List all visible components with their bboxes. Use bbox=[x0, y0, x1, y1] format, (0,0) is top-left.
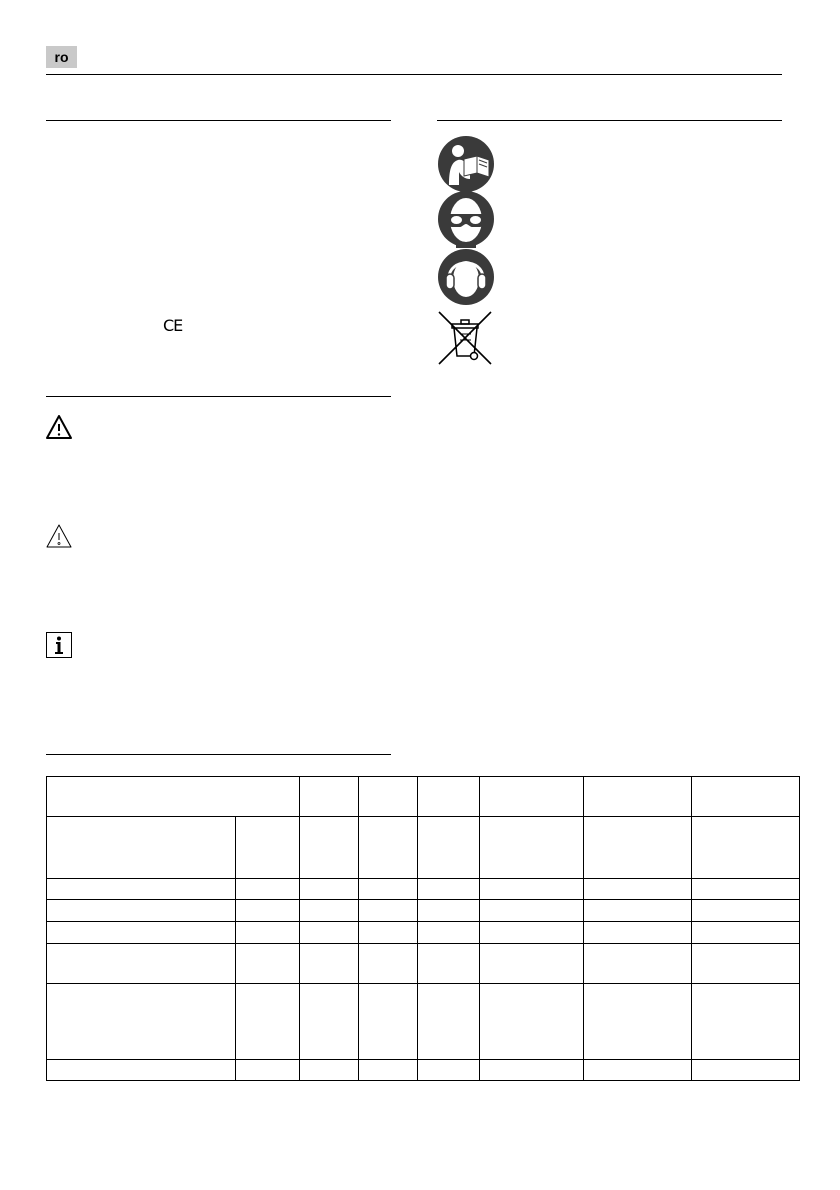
table-cell bbox=[300, 777, 359, 817]
table-cell bbox=[418, 984, 480, 1060]
table-cell bbox=[480, 817, 584, 879]
section-rule-right-1 bbox=[437, 120, 782, 121]
table-cell bbox=[359, 1060, 418, 1081]
table-cell bbox=[359, 900, 418, 922]
table-cell bbox=[359, 879, 418, 900]
ear-protection-icon bbox=[437, 248, 495, 306]
table-cell bbox=[584, 777, 692, 817]
warning-triangle-icon bbox=[45, 414, 73, 440]
table-cell bbox=[47, 944, 236, 984]
table-cell bbox=[47, 879, 236, 900]
table-cell bbox=[300, 1060, 359, 1081]
table-cell bbox=[300, 900, 359, 922]
table-cell bbox=[584, 817, 692, 879]
info-icon bbox=[46, 632, 72, 658]
table-cell bbox=[236, 817, 300, 879]
table-row bbox=[47, 944, 800, 984]
table-row bbox=[47, 984, 800, 1060]
table-cell bbox=[47, 900, 236, 922]
table-cell bbox=[418, 817, 480, 879]
ce-mark: CE bbox=[163, 316, 183, 335]
table-cell bbox=[47, 777, 300, 817]
table-cell bbox=[692, 1060, 800, 1081]
table-cell bbox=[418, 777, 480, 817]
table-row bbox=[47, 817, 800, 879]
table-row bbox=[47, 879, 800, 900]
section-rule-left-2 bbox=[46, 396, 391, 397]
table-cell bbox=[47, 922, 236, 944]
table-cell bbox=[47, 817, 236, 879]
table-row bbox=[47, 1060, 800, 1081]
table-cell bbox=[692, 879, 800, 900]
crossed-bin-icon bbox=[437, 310, 493, 366]
table-cell bbox=[359, 777, 418, 817]
table-cell bbox=[480, 900, 584, 922]
table-cell bbox=[584, 879, 692, 900]
table-cell bbox=[359, 922, 418, 944]
table-cell bbox=[236, 1060, 300, 1081]
table-cell bbox=[359, 984, 418, 1060]
section-rule-left-1 bbox=[46, 120, 391, 121]
table-cell bbox=[584, 1060, 692, 1081]
table-cell bbox=[300, 984, 359, 1060]
table-row bbox=[47, 900, 800, 922]
header-rule bbox=[46, 74, 782, 75]
table-cell bbox=[418, 922, 480, 944]
table-cell bbox=[300, 922, 359, 944]
table-cell bbox=[418, 944, 480, 984]
table-cell bbox=[418, 879, 480, 900]
section-rule-left-3 bbox=[46, 754, 391, 755]
table-cell bbox=[692, 817, 800, 879]
table-cell bbox=[300, 944, 359, 984]
table-cell bbox=[236, 900, 300, 922]
table-cell bbox=[480, 1060, 584, 1081]
table-header-row bbox=[47, 777, 800, 817]
language-tag: ro bbox=[46, 46, 77, 68]
table-cell bbox=[359, 944, 418, 984]
caution-triangle-icon bbox=[45, 523, 73, 549]
table-cell bbox=[692, 944, 800, 984]
table-cell bbox=[300, 817, 359, 879]
table-cell bbox=[480, 879, 584, 900]
table-cell bbox=[47, 984, 236, 1060]
table-cell bbox=[480, 922, 584, 944]
table-cell bbox=[300, 879, 359, 900]
table-cell bbox=[236, 879, 300, 900]
table-cell bbox=[584, 900, 692, 922]
table-cell bbox=[236, 922, 300, 944]
technical-data-table bbox=[46, 776, 800, 1081]
table-cell bbox=[584, 922, 692, 944]
table-cell bbox=[236, 944, 300, 984]
table-cell bbox=[480, 984, 584, 1060]
table-cell bbox=[480, 777, 584, 817]
table-cell bbox=[418, 900, 480, 922]
table-cell bbox=[236, 984, 300, 1060]
table-cell bbox=[692, 777, 800, 817]
table-cell bbox=[47, 1060, 236, 1081]
table-row bbox=[47, 922, 800, 944]
safety-goggles-icon bbox=[437, 190, 495, 248]
read-manual-icon bbox=[437, 135, 495, 193]
table-cell bbox=[359, 817, 418, 879]
table-cell bbox=[692, 922, 800, 944]
table-cell bbox=[692, 900, 800, 922]
table-cell bbox=[692, 984, 800, 1060]
table-cell bbox=[584, 984, 692, 1060]
table-cell bbox=[480, 944, 584, 984]
table-cell bbox=[418, 1060, 480, 1081]
table-cell bbox=[584, 944, 692, 984]
